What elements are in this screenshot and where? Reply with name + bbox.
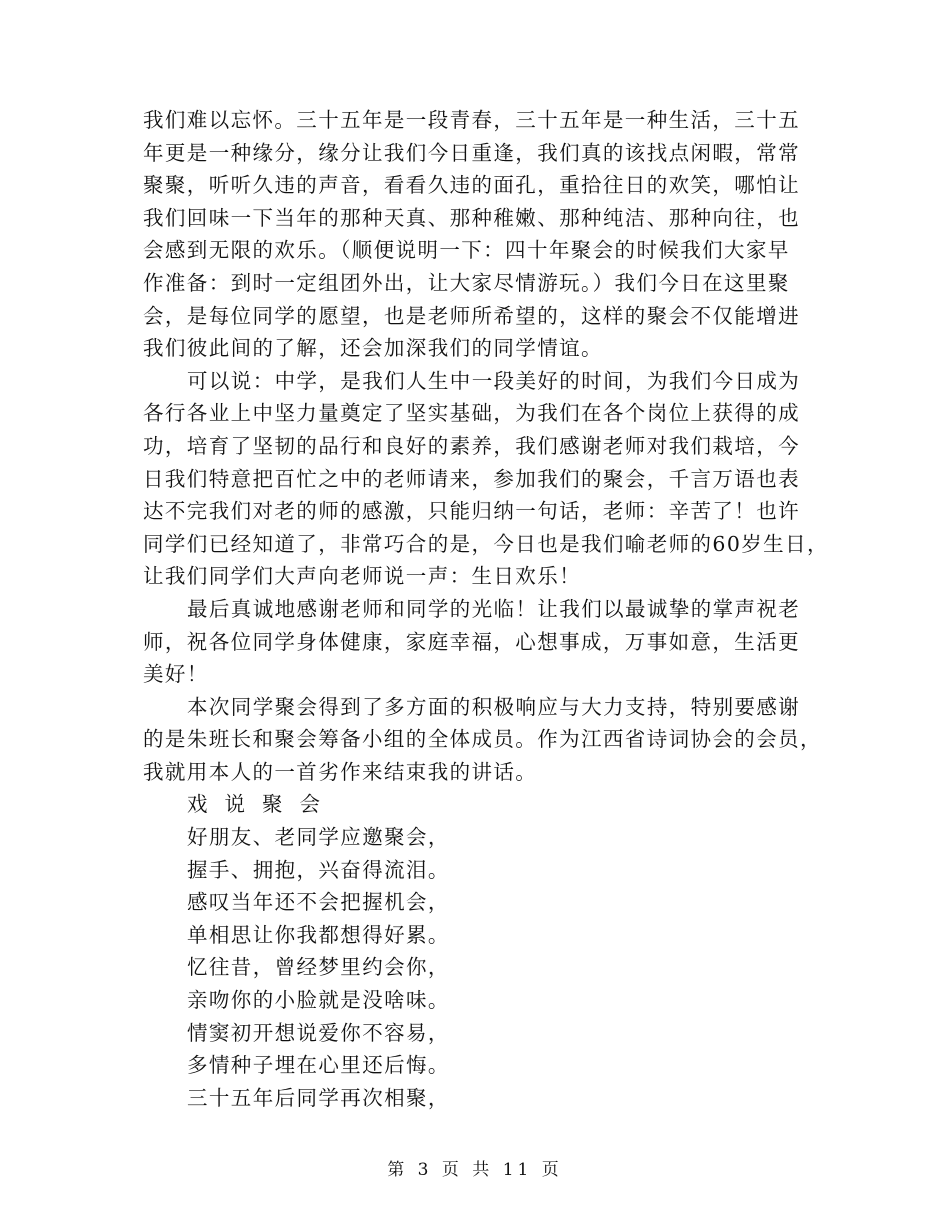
- text-line: 我们彼此间的了解，还会加深我们的同学情谊。: [143, 336, 603, 361]
- poem-line: 好朋友、老同学应邀聚会，: [187, 825, 450, 850]
- poem-line: 单相思让你我都想得好累。: [187, 922, 450, 947]
- poem-line: 情窦初开想说爱你不容易，: [187, 1020, 450, 1045]
- text-line: 会感到无限的欢乐。（顺便说明一下：四十年聚会的时候我们大家早: [143, 238, 790, 263]
- poem-line: 亲吻你的小脸就是没啥味。: [187, 988, 450, 1013]
- text-line: 本次同学聚会得到了多方面的积极响应与大力支持，特别要感谢: [187, 694, 801, 719]
- text-line: 我就用本人的一首劣作来结束我的讲话。: [143, 759, 538, 784]
- text-line: 聚聚，听听久违的声音，看看久违的面孔，重拾往日的欢笑，哪怕让: [143, 173, 800, 198]
- text-line: 的是朱班长和聚会筹备小组的全体成员。作为江西省诗词协会的会员，: [143, 727, 822, 752]
- text-line: 各行各业上中坚力量奠定了坚实基础，为我们在各个岗位上获得的成: [143, 401, 800, 426]
- text-line: 会，是每位同学的愿望，也是老师所希望的，这样的聚会不仅能增进: [143, 303, 800, 328]
- text-line: 我们难以忘怀。三十五年是一段青春，三十五年是一种生活，三十五: [143, 108, 800, 132]
- text-line: 同学们已经知道了，非常巧合的是，今日也是我们喻老师的60岁生日，: [143, 531, 829, 556]
- text-line: 最后真诚地感谢老师和同学的光临！让我们以最诚挚的掌声祝老: [187, 596, 801, 621]
- poem-line: 三十五年后同学再次相聚，: [187, 1085, 450, 1110]
- poem-line: 感叹当年还不会把握机会，: [187, 890, 450, 915]
- document-body: [143, 104, 829, 1114]
- text-line: 让我们同学们大声向老师说一声：生日欢乐！: [143, 564, 581, 589]
- page-footer: 第 3 页 共 11 页: [387, 1160, 563, 1180]
- text-line: 美好！: [143, 662, 209, 687]
- poem-title: 戏说聚会: [187, 792, 337, 817]
- text-line: 我们回味一下当年的那种天真、那种稚嫩、那种纯洁、那种向往，也: [143, 205, 800, 230]
- speech-text: [143, 104, 829, 788]
- poem-line: 多情种子埋在心里还后悔。: [187, 1053, 450, 1078]
- text-line: 日我们特意把百忙之中的老师请来，参加我们的聚会，千言万语也表: [143, 466, 800, 491]
- text-line: 年更是一种缘分，缘分让我们今日重逢，我们真的该找点闲暇，常常: [143, 140, 800, 165]
- text-line: 达不完我们对老的师的感激，只能归纳一句话，老师：辛苦了！也许: [143, 499, 800, 524]
- text-line: 可以说：中学，是我们人生中一段美好的时间，为我们今日成为: [187, 368, 801, 393]
- text-line: 功，培育了坚韧的品行和良好的素养，我们感谢老师对我们栽培，今: [143, 433, 800, 458]
- poem-line: 握手、拥抱，兴奋得流泪。: [187, 857, 450, 882]
- poem-lines: [143, 821, 815, 1114]
- text-line: 作准备：到时一定组团外出，让大家尽情游玩。）我们今日在这里聚: [143, 270, 790, 295]
- text-line: 师，祝各位同学身体健康，家庭幸福，心想事成，万事如意，生活更: [143, 629, 800, 654]
- poem-line: 忆往昔，曾经梦里约会你，: [187, 955, 450, 980]
